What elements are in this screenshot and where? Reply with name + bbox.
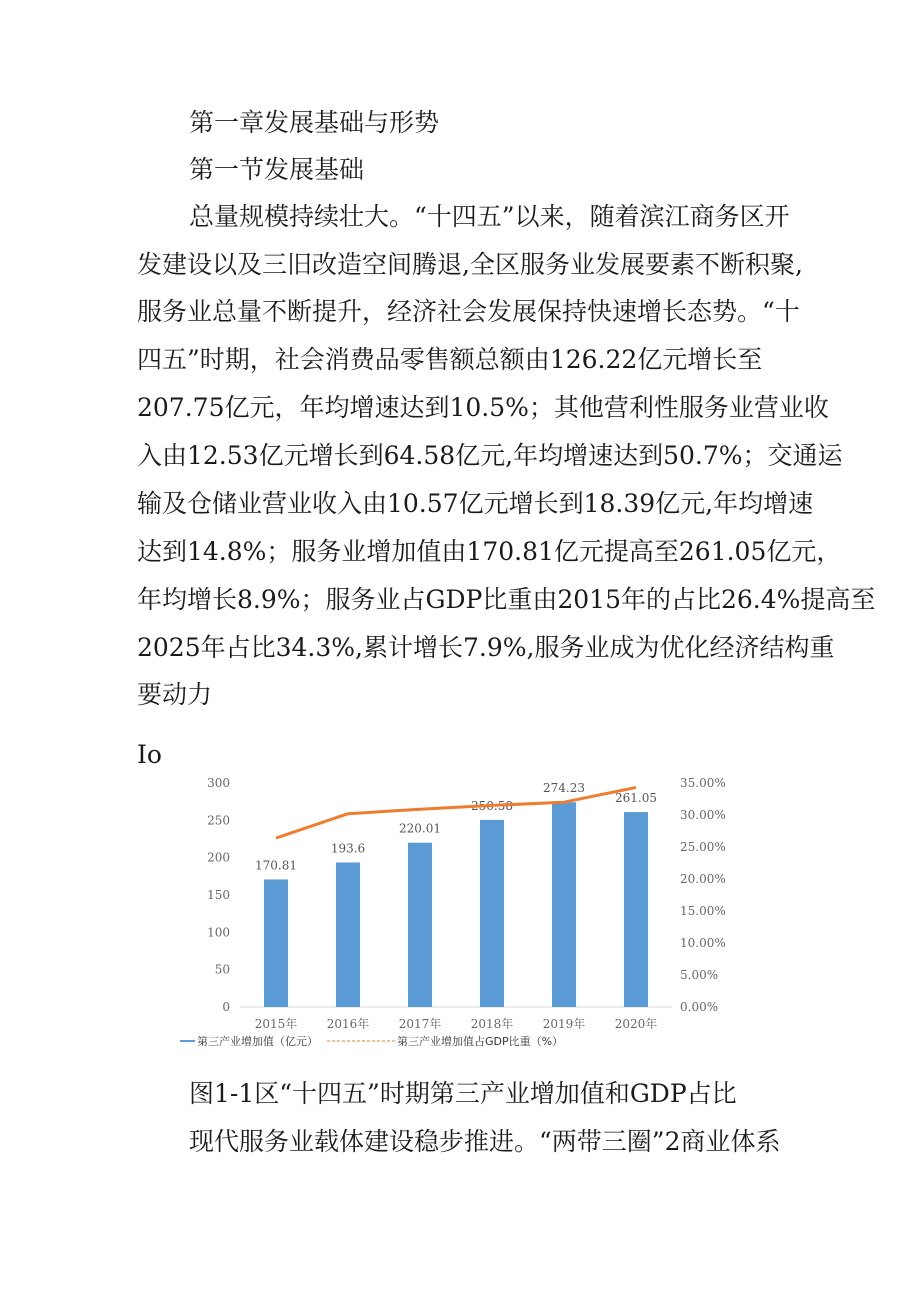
right-axis-tick-label: 15.00% [680, 904, 726, 918]
paragraph-line: 2025年占比34.3%,累计增长7.9%,服务业成为优化经济结构重 [137, 633, 835, 662]
left-axis-tick-label: 50 [214, 962, 230, 977]
right-axis-tick-label: 20.00% [680, 872, 726, 886]
left-axis-tick-label: 150 [207, 888, 230, 902]
paragraph-line: 入由12.53亿元增长到64.58亿元,年均增速达到50.7%；交通运 [137, 441, 843, 470]
bar [624, 812, 648, 1007]
x-axis-tick-label: 2016年 [326, 1017, 370, 1031]
paragraph-line: 总量规模持续壮大。“十四五”以来，随着滨江商务区开 [189, 202, 790, 231]
bar-value-label: 170.81 [255, 858, 297, 873]
bar [552, 802, 576, 1007]
x-axis-tick-label: 2020年 [614, 1017, 658, 1031]
bar [408, 843, 432, 1007]
bar-value-label: 193.6 [330, 841, 366, 856]
paragraph-line: 207.75亿元，年均增速达到10.5%；其他营利性服务业营业收 [137, 393, 829, 422]
right-axis-tick-label: 0.00% [680, 1000, 719, 1014]
bar [264, 879, 288, 1007]
x-axis-ticks [255, 1016, 658, 1031]
left-axis-ticks [207, 776, 230, 1014]
paragraph-line: 四五”时期，社会消费品零售额总额由126.22亿元增长至 [137, 345, 763, 374]
left-axis-tick-label: 200 [207, 850, 230, 865]
paragraph-line: 达到14.8%；服务业增加值由170.81亿元提高至261.05亿元， [137, 537, 842, 566]
bar [336, 862, 360, 1007]
x-axis-tick-label: 2018年 [470, 1017, 514, 1031]
section-heading: 第一节发展基础 [189, 155, 365, 184]
left-axis-tick-label: 0 [222, 1000, 230, 1014]
bar-value-label: 220.01 [399, 821, 441, 836]
legend-label-line: 第三产业增加值占GDP比重（%） [397, 1035, 564, 1048]
bar-value-label: 261.05 [615, 791, 657, 806]
paragraph-line: 现代服务业载体建设稳步推进。“两带三圈”2商业体系 [189, 1127, 781, 1156]
paragraph-line: 输及仓储业营业收入由10.57亿元增长到18.39亿元,年均增速 [137, 489, 814, 518]
left-axis-tick-label: 250 [207, 813, 230, 828]
right-axis-tick-label: 5.00% [680, 968, 719, 982]
paragraph-line: 发建设以及三旧改造空间腾退,全区服务业发展要素不断积聚, [137, 250, 803, 279]
paragraph-line: 年均增长8.9%；服务业占GDP比重由2015年的占比26.4%提高至 [137, 585, 876, 614]
legend-label-bar: 第三产业增加值（亿元） [197, 1035, 318, 1048]
left-axis-tick-label: 300 [207, 776, 230, 790]
figure-caption: 图1-1区“十四五”时期第三产业增加值和GDP占比 [189, 1079, 737, 1108]
stray-text: Io [137, 740, 162, 769]
chart-legend [180, 1034, 563, 1048]
chapter-heading: 第一章发展基础与形势 [189, 108, 440, 137]
bar-value-label: 274.23 [543, 781, 585, 796]
paragraph-line: 服务业总量不断提升，经济社会发展保持快速增长态势。“十 [137, 297, 800, 326]
right-axis-ticks [680, 776, 726, 1014]
bar-series [264, 802, 648, 1007]
right-axis-tick-label: 35.00% [680, 776, 726, 790]
x-axis-tick-label: 2015年 [254, 1017, 298, 1031]
x-axis-tick-label: 2019年 [542, 1017, 586, 1031]
right-axis-tick-label: 25.00% [680, 840, 726, 854]
paragraph-line: 要动力 [137, 680, 213, 709]
right-axis-tick-label: 10.00% [680, 936, 726, 950]
bar-value-label: 250.58 [471, 798, 513, 813]
left-axis-tick-label: 100 [207, 925, 230, 940]
x-axis-tick-label: 2017年 [398, 1017, 442, 1031]
bar [480, 820, 504, 1007]
right-axis-tick-label: 30.00% [680, 808, 726, 822]
